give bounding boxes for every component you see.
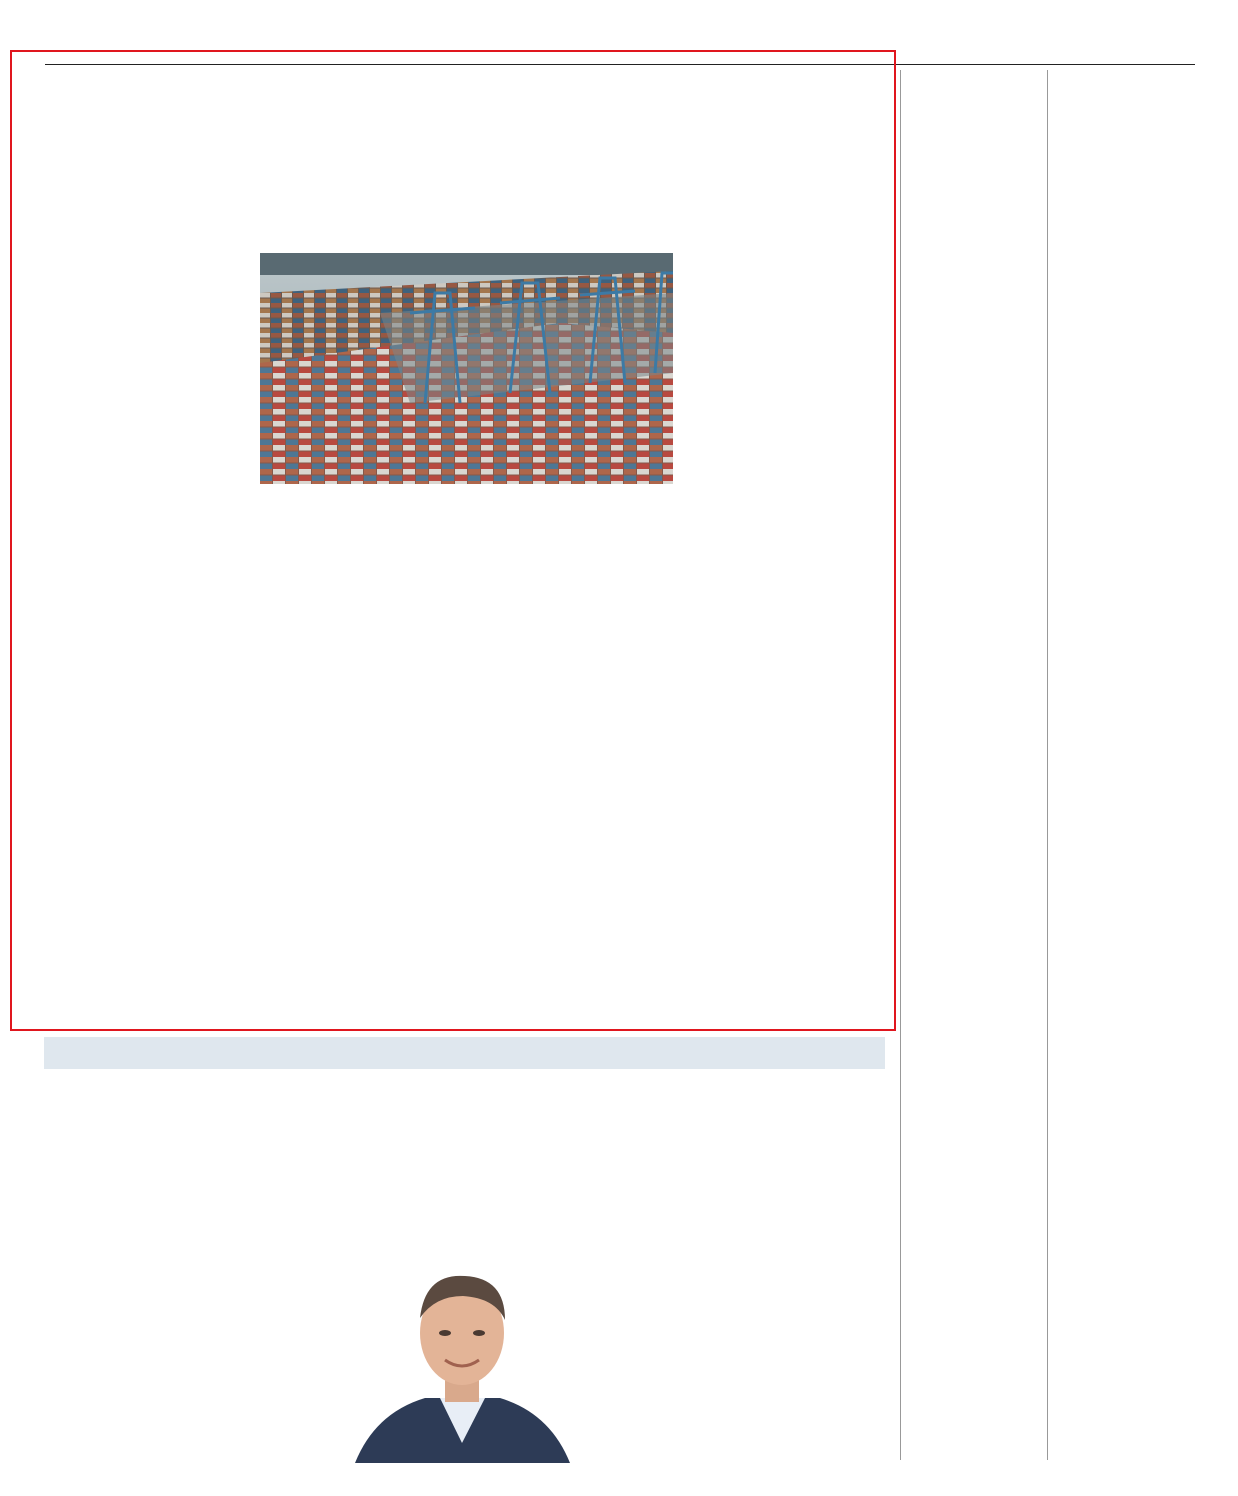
portrait-bruno-pietracci — [345, 1248, 580, 1463]
container-port-illustration — [260, 253, 673, 484]
article1-column-3 — [475, 528, 672, 540]
section-band — [44, 1037, 885, 1069]
sidebar-divider-middle — [1047, 70, 1048, 1460]
highlight-box — [10, 50, 896, 1031]
sidebar-divider-left — [900, 70, 901, 1460]
container-port-photo — [260, 253, 673, 484]
portrait-illustration — [345, 1248, 580, 1463]
